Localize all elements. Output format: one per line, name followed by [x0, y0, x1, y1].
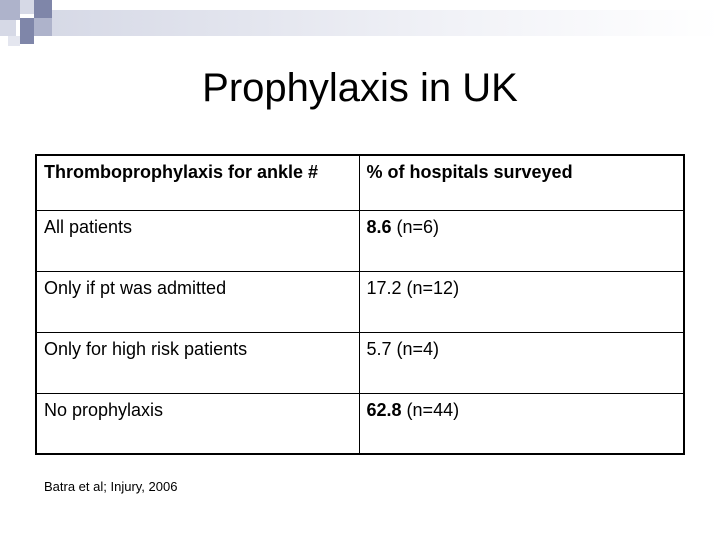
- decorative-square: [8, 36, 20, 46]
- decorative-band: [52, 10, 720, 36]
- table-cell-value: [359, 271, 684, 332]
- decorative-square: [20, 0, 34, 14]
- value-rest: 17.2 (n=12): [366, 277, 460, 298]
- data-table: [35, 154, 685, 455]
- value-bold: 62.8: [366, 399, 402, 420]
- citation-footnote: Batra et al; Injury, 2006: [44, 479, 178, 494]
- table-cell-value: [359, 393, 684, 454]
- decorative-square: [34, 18, 52, 36]
- table-header-row: [36, 155, 684, 210]
- value-rest: (n=6): [391, 216, 440, 237]
- table-cell-value: [359, 210, 684, 271]
- decorative-square: [20, 18, 34, 44]
- table-row: [36, 271, 684, 332]
- value-rest: (n=44): [401, 399, 460, 420]
- table-cell-label: All patients: [36, 210, 359, 271]
- table-cell-label: No prophylaxis: [36, 393, 359, 454]
- table-cell-value: [359, 332, 684, 393]
- decorative-square: [34, 0, 52, 18]
- value-bold: 8.6: [366, 216, 392, 237]
- table-row: [36, 393, 684, 454]
- value-rest: 5.7 (n=4): [366, 338, 440, 359]
- table-row: [36, 332, 684, 393]
- page-title: Prophylaxis in UK: [202, 66, 518, 110]
- decorative-square: [0, 0, 20, 20]
- table-cell-label: Only if pt was admitted: [36, 271, 359, 332]
- table-header: % of hospitals surveyed: [359, 155, 684, 210]
- table-cell-label: Only for high risk patients: [36, 332, 359, 393]
- table-header: Thromboprophylaxis for ankle #: [36, 155, 359, 210]
- decorative-square: [0, 20, 16, 36]
- table-row: [36, 210, 684, 271]
